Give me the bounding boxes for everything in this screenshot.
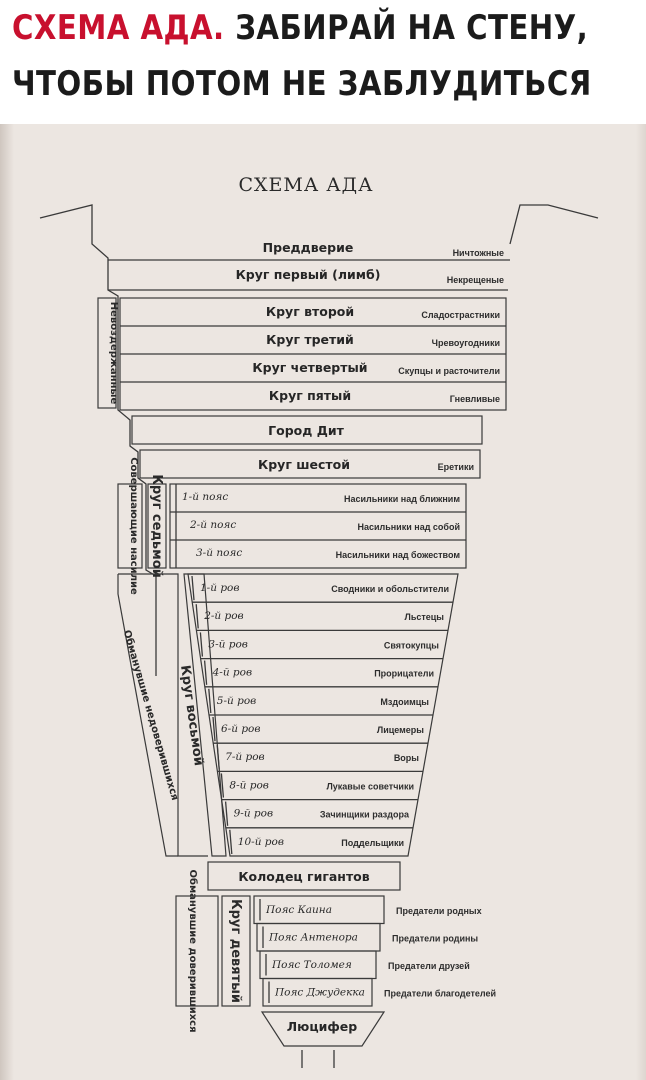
c9-belt-label: Пояс Антенора	[269, 931, 358, 944]
c7-belt-1-label: 1-й пояс	[182, 491, 229, 503]
c7-belt-2-label: 2-й пояс	[190, 519, 237, 531]
c8-ditch-sinners: Сводники и обольстители	[331, 584, 449, 594]
circle6-sinners: Еретики	[437, 462, 474, 472]
circle5-label: Круг пятый	[268, 388, 352, 403]
circle3-label: Круг третий	[266, 332, 354, 347]
circle7-label: Круг седьмой	[149, 474, 164, 578]
ditch-marker	[196, 604, 198, 628]
c8-ditch-label: 2-й ров	[204, 610, 244, 623]
ditch-marker	[205, 661, 207, 685]
circle1-sinners: Некрещеные	[446, 275, 504, 285]
treason-label: Обманувшие доверившихся	[187, 869, 198, 1033]
c8-ditch-label: 7-й ров	[225, 751, 265, 764]
c9-belt-label: Пояс Джудекка	[275, 986, 365, 999]
c8-ditch-sinners: Мздоимцы	[380, 696, 429, 707]
circle3-sinners: Чревоугодники	[431, 338, 500, 348]
funnel-left-edge	[40, 205, 156, 676]
c7-belt-3-label: 3-й пояс	[196, 547, 243, 559]
circle2-sinners: Сладострастники	[421, 310, 500, 320]
c8-ditch-label: 6-й ров	[221, 723, 261, 735]
circle2-label: Круг второй	[265, 304, 355, 319]
c8-ditch-sinners: Святокупцы	[383, 640, 439, 651]
dis-label: Город Дит	[268, 423, 344, 438]
c8-ditch-label: 3-й ров	[208, 638, 248, 651]
circle9-belts	[254, 896, 496, 1006]
circle9-label: Круг девятый	[228, 898, 243, 1004]
ditch-marker	[192, 576, 194, 600]
fraud-label: Обманувшие недоверившихся	[120, 628, 181, 802]
vestibule-sinners: Ничтожные	[452, 248, 504, 258]
violent-label: Совершающие насилие	[128, 457, 139, 595]
header-accent: СХЕМА АДА.	[12, 8, 225, 48]
circle8-label: Круг восьмой	[176, 664, 206, 767]
header-line-2: ЧТОБЫ ПОТОМ НЕ ЗАБЛУДИТЬСЯ	[12, 64, 592, 104]
funnel-right-edge	[510, 205, 598, 244]
ditch-marker	[209, 689, 211, 713]
well-label: Колодец гигантов	[238, 869, 370, 884]
c8-ditch-sinners: Поддельщики	[341, 837, 404, 848]
c8-ditch-sinners: Прорицатели	[374, 668, 434, 679]
funnel-bottom	[302, 1050, 334, 1068]
circle1-label: Круг первый (лимб)	[235, 267, 381, 282]
ditch-marker	[200, 632, 202, 656]
circle6-label: Круг шестой	[258, 457, 350, 472]
c8-ditch-label: 8-й ров	[229, 779, 269, 792]
c8-ditch-sinners: Лицемеры	[376, 725, 424, 735]
c7-belt-2-sinners: Насильники над собой	[357, 522, 460, 532]
c9-belt-sinners: Предатели родных	[396, 906, 482, 916]
ditch-marker	[213, 717, 215, 741]
lucifer-label: Люцифер	[286, 1019, 358, 1034]
c8-ditch-label: 4-й ров	[212, 666, 253, 679]
c8-ditch-sinners: Льстецы	[404, 612, 444, 623]
diagram-title: СХЕМА АДА	[238, 174, 374, 196]
c8-ditch-sinners: Воры	[393, 753, 419, 764]
c9-belt-label: Пояс Каина	[266, 904, 332, 916]
c7-belt-3-sinners: Насильники над божеством	[335, 550, 460, 560]
vestibule-label: Преддверие	[262, 240, 354, 255]
c9-belt-label: Пояс Толомея	[272, 959, 352, 971]
c8-ditch-label: 5-й ров	[216, 694, 257, 707]
ditch-marker	[230, 830, 232, 854]
c7-belt-1-sinners: Насильники над ближним	[343, 494, 460, 504]
circle4-label: Круг четвертый	[252, 360, 368, 375]
c8-ditch-sinners: Зачинщики раздора	[319, 809, 409, 820]
circle5-sinners: Гневливые	[449, 394, 500, 404]
c9-belt-sinners: Предатели родины	[392, 933, 479, 944]
incontinence-label: Невоздержанные	[108, 301, 119, 405]
c9-belt-sinners: Предатели друзей	[388, 961, 470, 971]
header-rest: ЗАБИРАЙ НА СТЕНУ,	[224, 8, 589, 48]
ditch-marker	[226, 802, 228, 826]
c9-belt-sinners: Предатели благодетелей	[384, 988, 497, 999]
c8-ditch-label: 1-й ров	[200, 582, 240, 594]
c8-ditch-sinners: Лукавые советчики	[326, 781, 414, 792]
circle4-sinners: Скупцы и расточители	[398, 366, 500, 376]
c8-ditch-label: 9-й ров	[233, 807, 274, 820]
c8-ditch-label: 10-й ров	[237, 835, 284, 848]
